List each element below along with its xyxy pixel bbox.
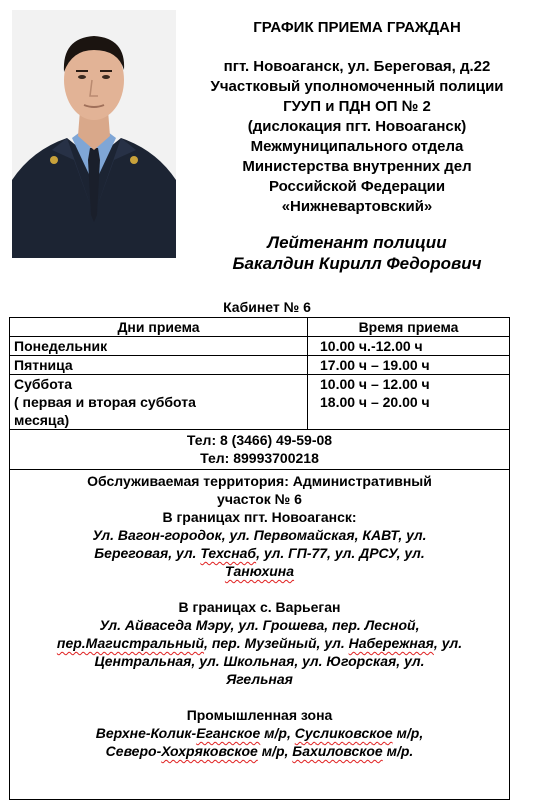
cabinet-number: Кабинет № 6 [223,299,311,315]
text-span: , ул. [433,635,463,651]
contacts [10,430,509,470]
fields-line [10,742,509,760]
time-cell: 10.00 ч.-12.00 ч [320,338,423,354]
text-span: Сусликовское [294,725,393,741]
fields-line [10,724,509,742]
time-slot: 18.00 ч – 20.00 ч [320,394,430,410]
streets-line: Ул. Айваседа Мэру, ул. Грошева, пер. Лесной, [99,617,420,633]
text-span: Северо- [105,743,162,759]
address-line: пгт. Новоаганск, ул. Береговая, д.22 [223,58,491,75]
organization-line-3: Российской Федерации [268,178,446,195]
schedule-header [184,18,530,217]
officer-block [184,232,530,274]
section-title-industrial: Промышленная зона [186,707,333,723]
officer-name: Бакалдин Кирилл Федорович [232,254,482,273]
spacer [10,688,509,706]
section-title-varyegan: В границах с. Варьеган [178,599,341,615]
department-line: ГУУП и ПДН ОП № 2 [283,98,431,115]
streets-line [10,562,509,580]
day-note-cont: месяца) [14,412,70,428]
text-span: Еганское [196,725,261,741]
column-header-time: Время приема [358,319,459,335]
territory-section [10,470,509,760]
spacer [10,580,509,598]
dislocation-line: (дислокация пгт. Новоаганск) [247,118,467,135]
streets-line: Ул. Вагон-городок, ул. Первомайская, КАВТ, ул. [92,527,427,543]
schedule-table [9,317,510,800]
table-header-row [10,318,509,337]
column-header-days: Дни приема [10,318,308,336]
table-row [10,356,509,375]
streets-line: Центральная, ул. Школьная, ул. Югорская, ул. [94,653,425,669]
text-span: Бахиловское [292,743,383,759]
territory-heading: Обслуживаемая территория: Административный [87,473,432,489]
phone-2: Тел: 89993700218 [200,450,319,466]
time-cell: 17.00 ч – 19.00 ч [320,357,430,373]
organization-line-2: Министерства внутренних дел [242,158,472,175]
officer-photo [12,10,176,258]
text-span: Береговая, ул. [94,545,201,561]
officer-rank: Лейтенант полиции [267,233,447,252]
text-span: м/р, [260,725,295,741]
text-span: Хохряковское [161,743,258,759]
territory-heading-cont: участок № 6 [217,491,302,507]
text-span: Верхне-Колик- [95,725,197,741]
time-slot: 10.00 ч – 12.00 ч [320,376,430,392]
text-span: Набережная [348,635,434,651]
organization-line-4: «Нижневартовский» [281,198,433,215]
text-span: м/р, [392,725,424,741]
streets-line [10,544,509,562]
table-row [10,337,509,356]
text-span: пер.Магистральный [56,635,205,651]
streets-line [10,634,509,652]
day-note: ( первая и вторая суббота [14,394,196,410]
text-span: м/р. [382,743,414,759]
page-title: ГРАФИК ПРИЕМА ГРАЖДАН [253,19,461,36]
streets-line: Ягельная [226,671,293,687]
day-cell: Пятница [10,356,308,374]
time-cell [308,375,509,429]
phone-1: Тел: 8 (3466) 49-59-08 [186,432,333,448]
text-span: Танюхина [224,563,295,579]
organization-line-1: Межмуниципального отдела [250,138,464,155]
section-title-novoagansk: В границах пгт. Новоаганск: [162,509,357,525]
position-line: Участковый уполномоченный полиции [210,78,504,95]
table-row [10,375,509,430]
text-span: м/р, [257,743,293,759]
day-cell [10,375,308,429]
day-label: Суббота [14,376,73,392]
day-cell: Понедельник [10,337,308,355]
text-span: , ул. ГП-77, ул. ДРСУ, ул. [256,545,425,561]
text-span: Техснаб [200,545,257,561]
text-span: , пер. Музейный, ул. [204,635,349,651]
